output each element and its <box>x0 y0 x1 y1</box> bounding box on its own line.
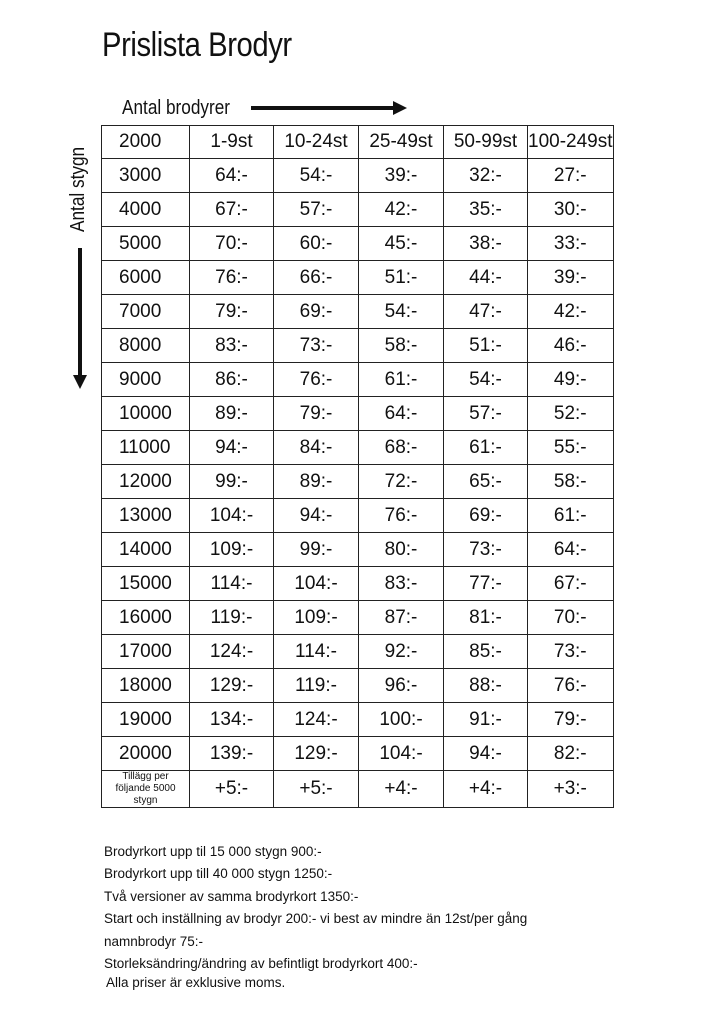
price-cell: 114:- <box>190 567 274 601</box>
price-cell: 85:- <box>444 635 528 669</box>
price-cell: 79:- <box>528 703 614 737</box>
price-cell: 124:- <box>274 703 359 737</box>
table-row <box>102 499 614 533</box>
table-header-row <box>102 126 614 159</box>
price-cell: 64:- <box>359 397 444 431</box>
column-header: 1-9st <box>190 126 274 159</box>
price-cell: 119:- <box>274 669 359 703</box>
table-row <box>102 533 614 567</box>
table-row <box>102 261 614 295</box>
price-cell: 83:- <box>359 567 444 601</box>
price-cell: 76:- <box>274 363 359 397</box>
price-cell: 35:- <box>444 193 528 227</box>
price-cell: 51:- <box>359 261 444 295</box>
price-table <box>101 125 614 808</box>
price-cell: 61:- <box>528 499 614 533</box>
surcharge-label: Tillägg per följande 5000 stygn <box>102 771 190 808</box>
table-row <box>102 737 614 771</box>
price-cell: 65:- <box>444 465 528 499</box>
table-row <box>102 465 614 499</box>
row-header-stitches: 13000 <box>102 499 190 533</box>
price-cell: 44:- <box>444 261 528 295</box>
table-row <box>102 227 614 261</box>
surcharge-cell: +4:- <box>359 771 444 808</box>
note-line: Storleksändring/ändring av befintligt brodyrkort 400:- <box>104 956 418 972</box>
price-cell: 88:- <box>444 669 528 703</box>
price-cell: 109:- <box>190 533 274 567</box>
price-cell: 69:- <box>274 295 359 329</box>
note-line: Brodyrkort upp till 40 000 stygn 1250:- <box>104 866 333 882</box>
arrow-right-icon <box>251 106 393 110</box>
price-cell: 38:- <box>444 227 528 261</box>
page-title: Prislista Brodyr <box>102 26 292 64</box>
price-cell: 72:- <box>359 465 444 499</box>
surcharge-row <box>102 771 614 808</box>
note-line: Två versioner av samma brodyrkort 1350:- <box>104 888 359 904</box>
price-cell: 139:- <box>190 737 274 771</box>
price-cell: 134:- <box>190 703 274 737</box>
price-cell: 67:- <box>190 193 274 227</box>
table-row <box>102 635 614 669</box>
column-header: 50-99st <box>444 126 528 159</box>
row-header-stitches: 19000 <box>102 703 190 737</box>
price-cell: 91:- <box>444 703 528 737</box>
price-cell: 61:- <box>359 363 444 397</box>
row-header-stitches: 8000 <box>102 329 190 363</box>
price-cell: 119:- <box>190 601 274 635</box>
price-cell: 83:- <box>190 329 274 363</box>
note-line: namnbrodyr 75:- <box>104 933 204 949</box>
price-cell: 89:- <box>190 397 274 431</box>
column-header: 10-24st <box>274 126 359 159</box>
table-row <box>102 703 614 737</box>
row-header-stitches: 4000 <box>102 193 190 227</box>
price-cell: 27:- <box>528 159 614 193</box>
price-cell: 94:- <box>274 499 359 533</box>
table-row <box>102 295 614 329</box>
price-cell: 124:- <box>190 635 274 669</box>
table-row <box>102 193 614 227</box>
row-header-stitches: 16000 <box>102 601 190 635</box>
price-cell: 114:- <box>274 635 359 669</box>
price-cell: 96:- <box>359 669 444 703</box>
price-cell: 80:- <box>359 533 444 567</box>
price-cell: 84:- <box>274 431 359 465</box>
note-line: Start och inställning av brodyr 200:- vi best av mindre än 12st/per gång <box>104 911 528 927</box>
price-cell: 64:- <box>190 159 274 193</box>
price-cell: 30:- <box>528 193 614 227</box>
price-cell: 104:- <box>190 499 274 533</box>
price-cell: 49:- <box>528 363 614 397</box>
price-cell: 100:- <box>359 703 444 737</box>
column-header: 25-49st <box>359 126 444 159</box>
row-header-stitches: 18000 <box>102 669 190 703</box>
price-cell: 70:- <box>528 601 614 635</box>
price-cell: 129:- <box>190 669 274 703</box>
price-cell: 51:- <box>444 329 528 363</box>
surcharge-cell: +5:- <box>190 771 274 808</box>
price-cell: 66:- <box>274 261 359 295</box>
price-cell: 57:- <box>274 193 359 227</box>
row-header-stitches: 9000 <box>102 363 190 397</box>
price-cell: 81:- <box>444 601 528 635</box>
arrow-down-icon <box>78 248 82 375</box>
table-row <box>102 669 614 703</box>
surcharge-cell: +3:- <box>528 771 614 808</box>
price-cell: 54:- <box>359 295 444 329</box>
price-cell: 47:- <box>444 295 528 329</box>
table-row <box>102 363 614 397</box>
price-cell: 46:- <box>528 329 614 363</box>
price-cell: 64:- <box>528 533 614 567</box>
row-header-stitches: 3000 <box>102 159 190 193</box>
price-cell: 68:- <box>359 431 444 465</box>
table-row <box>102 329 614 363</box>
price-cell: 73:- <box>444 533 528 567</box>
price-cell: 32:- <box>444 159 528 193</box>
row-header-stitches: 15000 <box>102 567 190 601</box>
price-cell: 94:- <box>444 737 528 771</box>
price-cell: 79:- <box>274 397 359 431</box>
row-header-stitches: 12000 <box>102 465 190 499</box>
axis-y-label: Antal stygn <box>67 146 89 232</box>
price-cell: 92:- <box>359 635 444 669</box>
row-header-stitches: 7000 <box>102 295 190 329</box>
surcharge-cell: +4:- <box>444 771 528 808</box>
price-cell: 67:- <box>528 567 614 601</box>
price-cell: 61:- <box>444 431 528 465</box>
price-cell: 77:- <box>444 567 528 601</box>
price-cell: 42:- <box>359 193 444 227</box>
price-cell: 39:- <box>528 261 614 295</box>
price-cell: 45:- <box>359 227 444 261</box>
price-cell: 86:- <box>190 363 274 397</box>
price-cell: 94:- <box>190 431 274 465</box>
notes-list <box>104 841 527 975</box>
table-row <box>102 567 614 601</box>
price-cell: 33:- <box>528 227 614 261</box>
row-header-stitches: 10000 <box>102 397 190 431</box>
price-cell: 99:- <box>190 465 274 499</box>
row-header-stitches: 5000 <box>102 227 190 261</box>
row-header-stitches: 11000 <box>102 431 190 465</box>
price-cell: 89:- <box>274 465 359 499</box>
price-cell: 52:- <box>528 397 614 431</box>
price-cell: 73:- <box>528 635 614 669</box>
price-cell: 39:- <box>359 159 444 193</box>
row-header-stitches: 14000 <box>102 533 190 567</box>
table-corner-cell: 2000 <box>102 126 190 159</box>
price-cell: 104:- <box>274 567 359 601</box>
price-cell: 73:- <box>274 329 359 363</box>
table-row <box>102 159 614 193</box>
price-cell: 99:- <box>274 533 359 567</box>
price-cell: 60:- <box>274 227 359 261</box>
price-cell: 69:- <box>444 499 528 533</box>
price-cell: 76:- <box>190 261 274 295</box>
price-cell: 70:- <box>190 227 274 261</box>
price-cell: 104:- <box>359 737 444 771</box>
row-header-stitches: 17000 <box>102 635 190 669</box>
vat-disclaimer: Alla priser är exklusive moms. <box>106 975 286 990</box>
note-line: Brodyrkort upp til 15 000 stygn 900:- <box>104 844 322 859</box>
price-cell: 82:- <box>528 737 614 771</box>
table-row <box>102 601 614 635</box>
row-header-stitches: 20000 <box>102 737 190 771</box>
axis-x-label: Antal brodyrer <box>122 97 231 119</box>
price-cell: 58:- <box>359 329 444 363</box>
column-header: 100-249st <box>528 126 614 159</box>
price-cell: 42:- <box>528 295 614 329</box>
price-cell: 129:- <box>274 737 359 771</box>
price-cell: 55:- <box>528 431 614 465</box>
price-cell: 87:- <box>359 601 444 635</box>
row-header-stitches: 6000 <box>102 261 190 295</box>
table-row <box>102 431 614 465</box>
price-cell: 79:- <box>190 295 274 329</box>
price-cell: 109:- <box>274 601 359 635</box>
table-row <box>102 397 614 431</box>
price-cell: 54:- <box>444 363 528 397</box>
price-cell: 76:- <box>528 669 614 703</box>
price-cell: 76:- <box>359 499 444 533</box>
surcharge-cell: +5:- <box>274 771 359 808</box>
price-cell: 58:- <box>528 465 614 499</box>
price-cell: 54:- <box>274 159 359 193</box>
price-cell: 57:- <box>444 397 528 431</box>
